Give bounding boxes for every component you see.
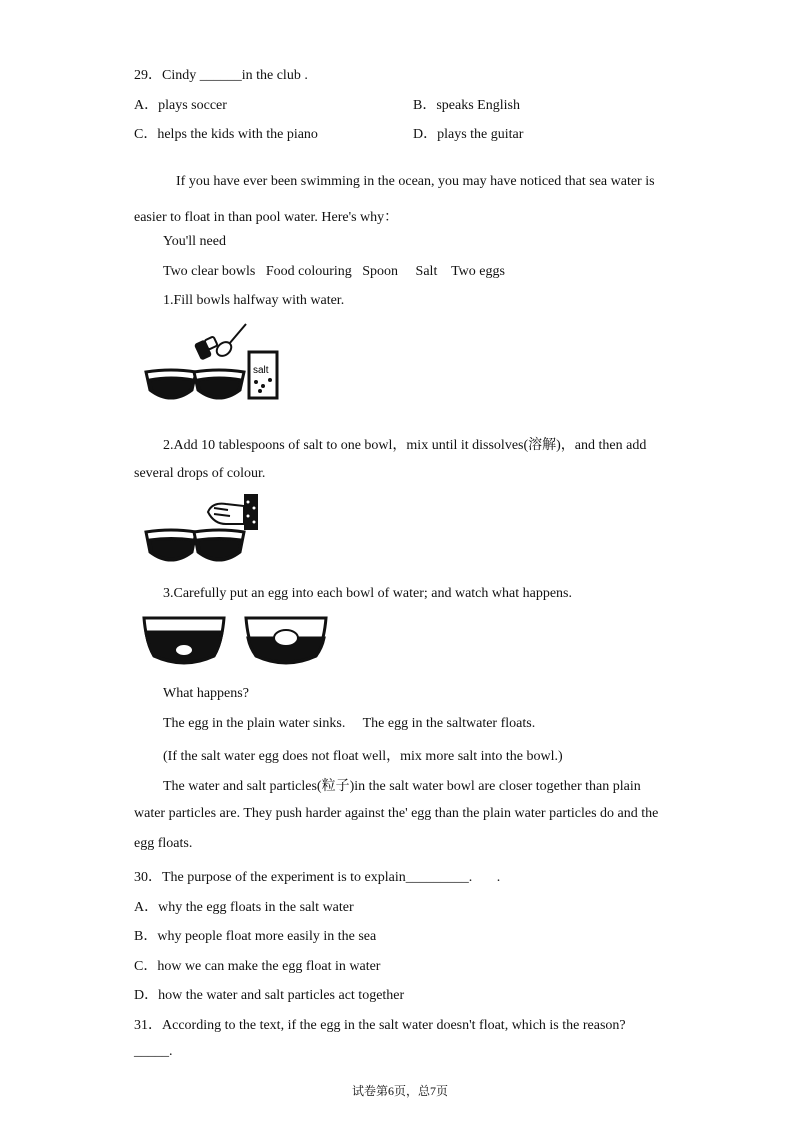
what-happens-title: What happens? [163,686,249,701]
q29-option-a: A．plays soccer [134,98,227,113]
bowl-sinking-egg-icon [144,618,224,663]
need-items: Two clear bowls Food colouring Spoon Salt Two eggs [163,264,505,279]
q30-option-b: B．why people float more easily in the sea [134,929,377,944]
step2-text-line2: several drops of colour. [134,466,266,481]
bottle-icon [195,336,218,359]
bowl-icon [146,530,196,560]
q30-stem: 30．The purpose of the experiment is to explain_________. . [134,870,501,885]
salt-label: salt [253,365,269,376]
hand-icon [208,504,244,524]
q30-option-c: C．how we can make the egg float in water [134,959,381,974]
q30-option-a: A．why the egg floats in the salt water [134,900,354,915]
explanation-line2: water particles are. They push harder against the' egg than the plain water particles do and the [134,806,659,821]
need-title: You'll need [163,234,226,249]
q29-option-c: C．helps the kids with the piano [134,127,318,142]
bowl-floating-egg-icon [246,618,326,663]
q29-option-d: D．plays the guitar [413,127,524,142]
spoon-icon [214,324,246,359]
step1-text: 1.Fill bowls halfway with water. [163,293,345,308]
q31-stem: 31．According to the text, if the egg in the salt water doesn't float, which is the reason? [134,1018,626,1033]
salt-box-icon [249,352,277,398]
salt-shaker-icon [244,494,258,530]
step1-illustration [134,318,284,408]
bowl-icon [146,370,196,398]
q29-option-b: B．speaks English [413,98,520,113]
passage-intro-line1: If you have ever been swimming in the ocean, you may have noticed that sea water is [176,174,655,189]
q29-stem: 29．Cindy ______in the club . [134,68,308,83]
explanation-line1: The water and salt particles(粒子)in the salt water bowl are closer together than plain [163,779,641,794]
step2-illustration [140,490,280,572]
explanation-line3: egg floats. [134,836,193,851]
q30-option-d: D．how the water and salt particles act together [134,988,405,1003]
passage-intro-line2: easier to float in than pool water. Here's why： [134,210,399,225]
page-footer: 试卷第6页，总7页 [351,1084,448,1098]
note-text: (If the salt water egg does not float well，mix more salt into the bowl.) [163,749,563,764]
step2-text-line1: 2.Add 10 tablespoons of salt to one bowl，mix until it dissolves(溶解)，and then add [163,438,647,453]
result-text: The egg in the plain water sinks. The egg in the saltwater floats. [163,716,536,731]
q31-answer-blank: _____. [134,1044,173,1059]
step3-illustration [140,612,340,674]
bowl-icon [194,370,244,398]
step3-text: 3.Carefully put an egg into each bowl of water; and watch what happens. [163,586,572,601]
bowl-icon [194,530,244,560]
